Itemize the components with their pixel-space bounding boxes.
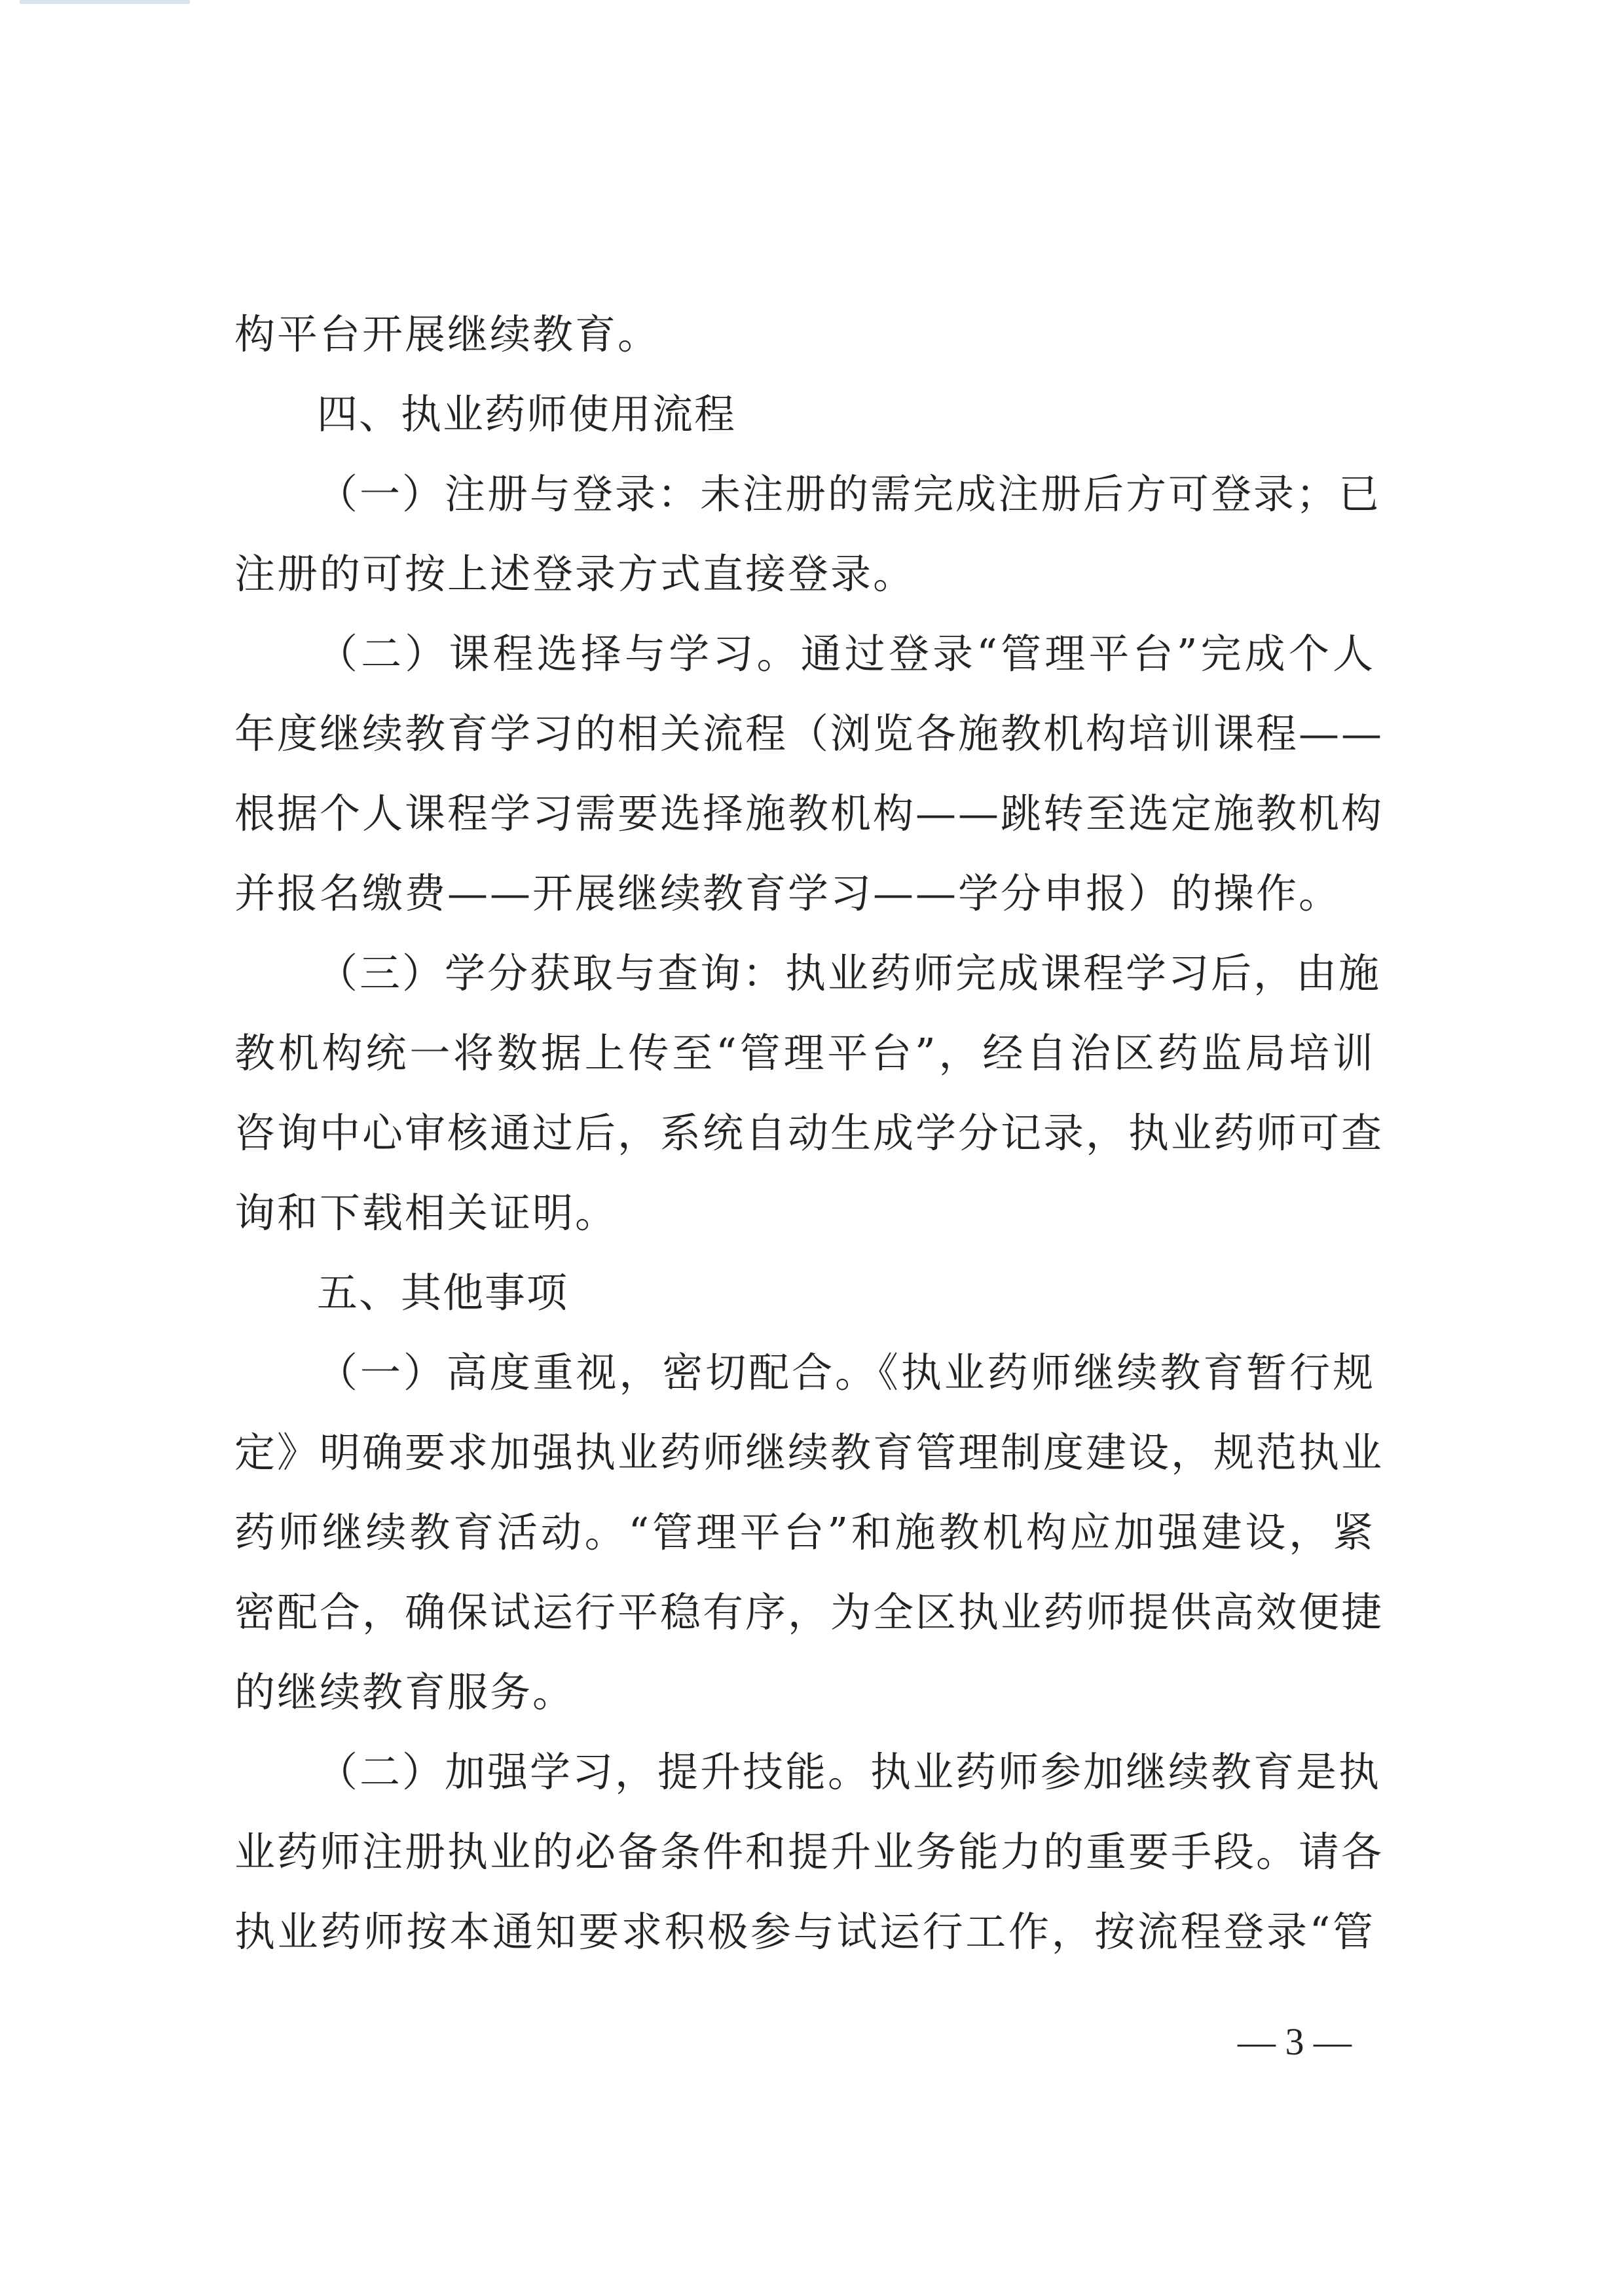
paragraph-line: 教机构统一将数据上传至“管理平台”，经自治区药监局培训 (234, 1029, 1375, 1077)
section-heading-5: 五、其他事项 (317, 1269, 569, 1317)
paragraph-line: 构平台开展继续教育。 (234, 310, 661, 358)
paragraph-line: 定》明确要求加强执业药师继续教育管理制度建设，规范执业 (234, 1429, 1384, 1476)
paragraph-line: （一）高度重视，密切配合。《执业药师继续教育暂行规 (317, 1349, 1375, 1396)
paragraph-line: 咨询中心审核通过后，系统自动生成学分记录，执业药师可查 (234, 1109, 1384, 1157)
paragraph-line: （三）学分获取与查询：执业药师完成课程学习后，由施 (317, 949, 1382, 997)
page-number: — 3 — (1238, 2020, 1352, 2063)
scan-edge-mark (20, 0, 190, 4)
paragraph-line: 根据个人课程学习需要选择施教机构——跳转至选定施教机构 (234, 790, 1384, 837)
paragraph-line: 注册的可按上述登录方式直接登录。 (234, 550, 916, 598)
document-body (234, 295, 1384, 1972)
paragraph-line: 的继续教育服务。 (234, 1668, 576, 1716)
paragraph-line: （二）加强学习，提升技能。执业药师参加继续教育是执 (317, 1748, 1382, 1796)
paragraph-line: （二）课程选择与学习。通过登录“管理平台”完成个人 (317, 630, 1375, 678)
paragraph-line: 业药师注册执业的必备条件和提升业务能力的重要手段。请各 (234, 1828, 1384, 1876)
paragraph-line: 密配合，确保试运行平稳有序，为全区执业药师提供高效便捷 (234, 1588, 1384, 1636)
paragraph-line: 年度继续教育学习的相关流程（浏览各施教机构培训课程—— (234, 710, 1384, 757)
paragraph-line: 询和下载相关证明。 (234, 1189, 618, 1237)
paragraph-line: 执业药师按本通知要求积极参与试运行工作，按流程登录“管 (234, 1908, 1375, 1956)
paragraph-line: 药师继续教育活动。“管理平台”和施教机构应加强建设，紧 (234, 1508, 1375, 1556)
paragraph-line: （一）注册与登录：未注册的需完成注册后方可登录；已 (317, 470, 1382, 518)
paragraph-line: 并报名缴费——开展继续教育学习——学分申报）的操作。 (234, 869, 1342, 917)
section-heading-4: 四、执业药师使用流程 (317, 390, 737, 438)
